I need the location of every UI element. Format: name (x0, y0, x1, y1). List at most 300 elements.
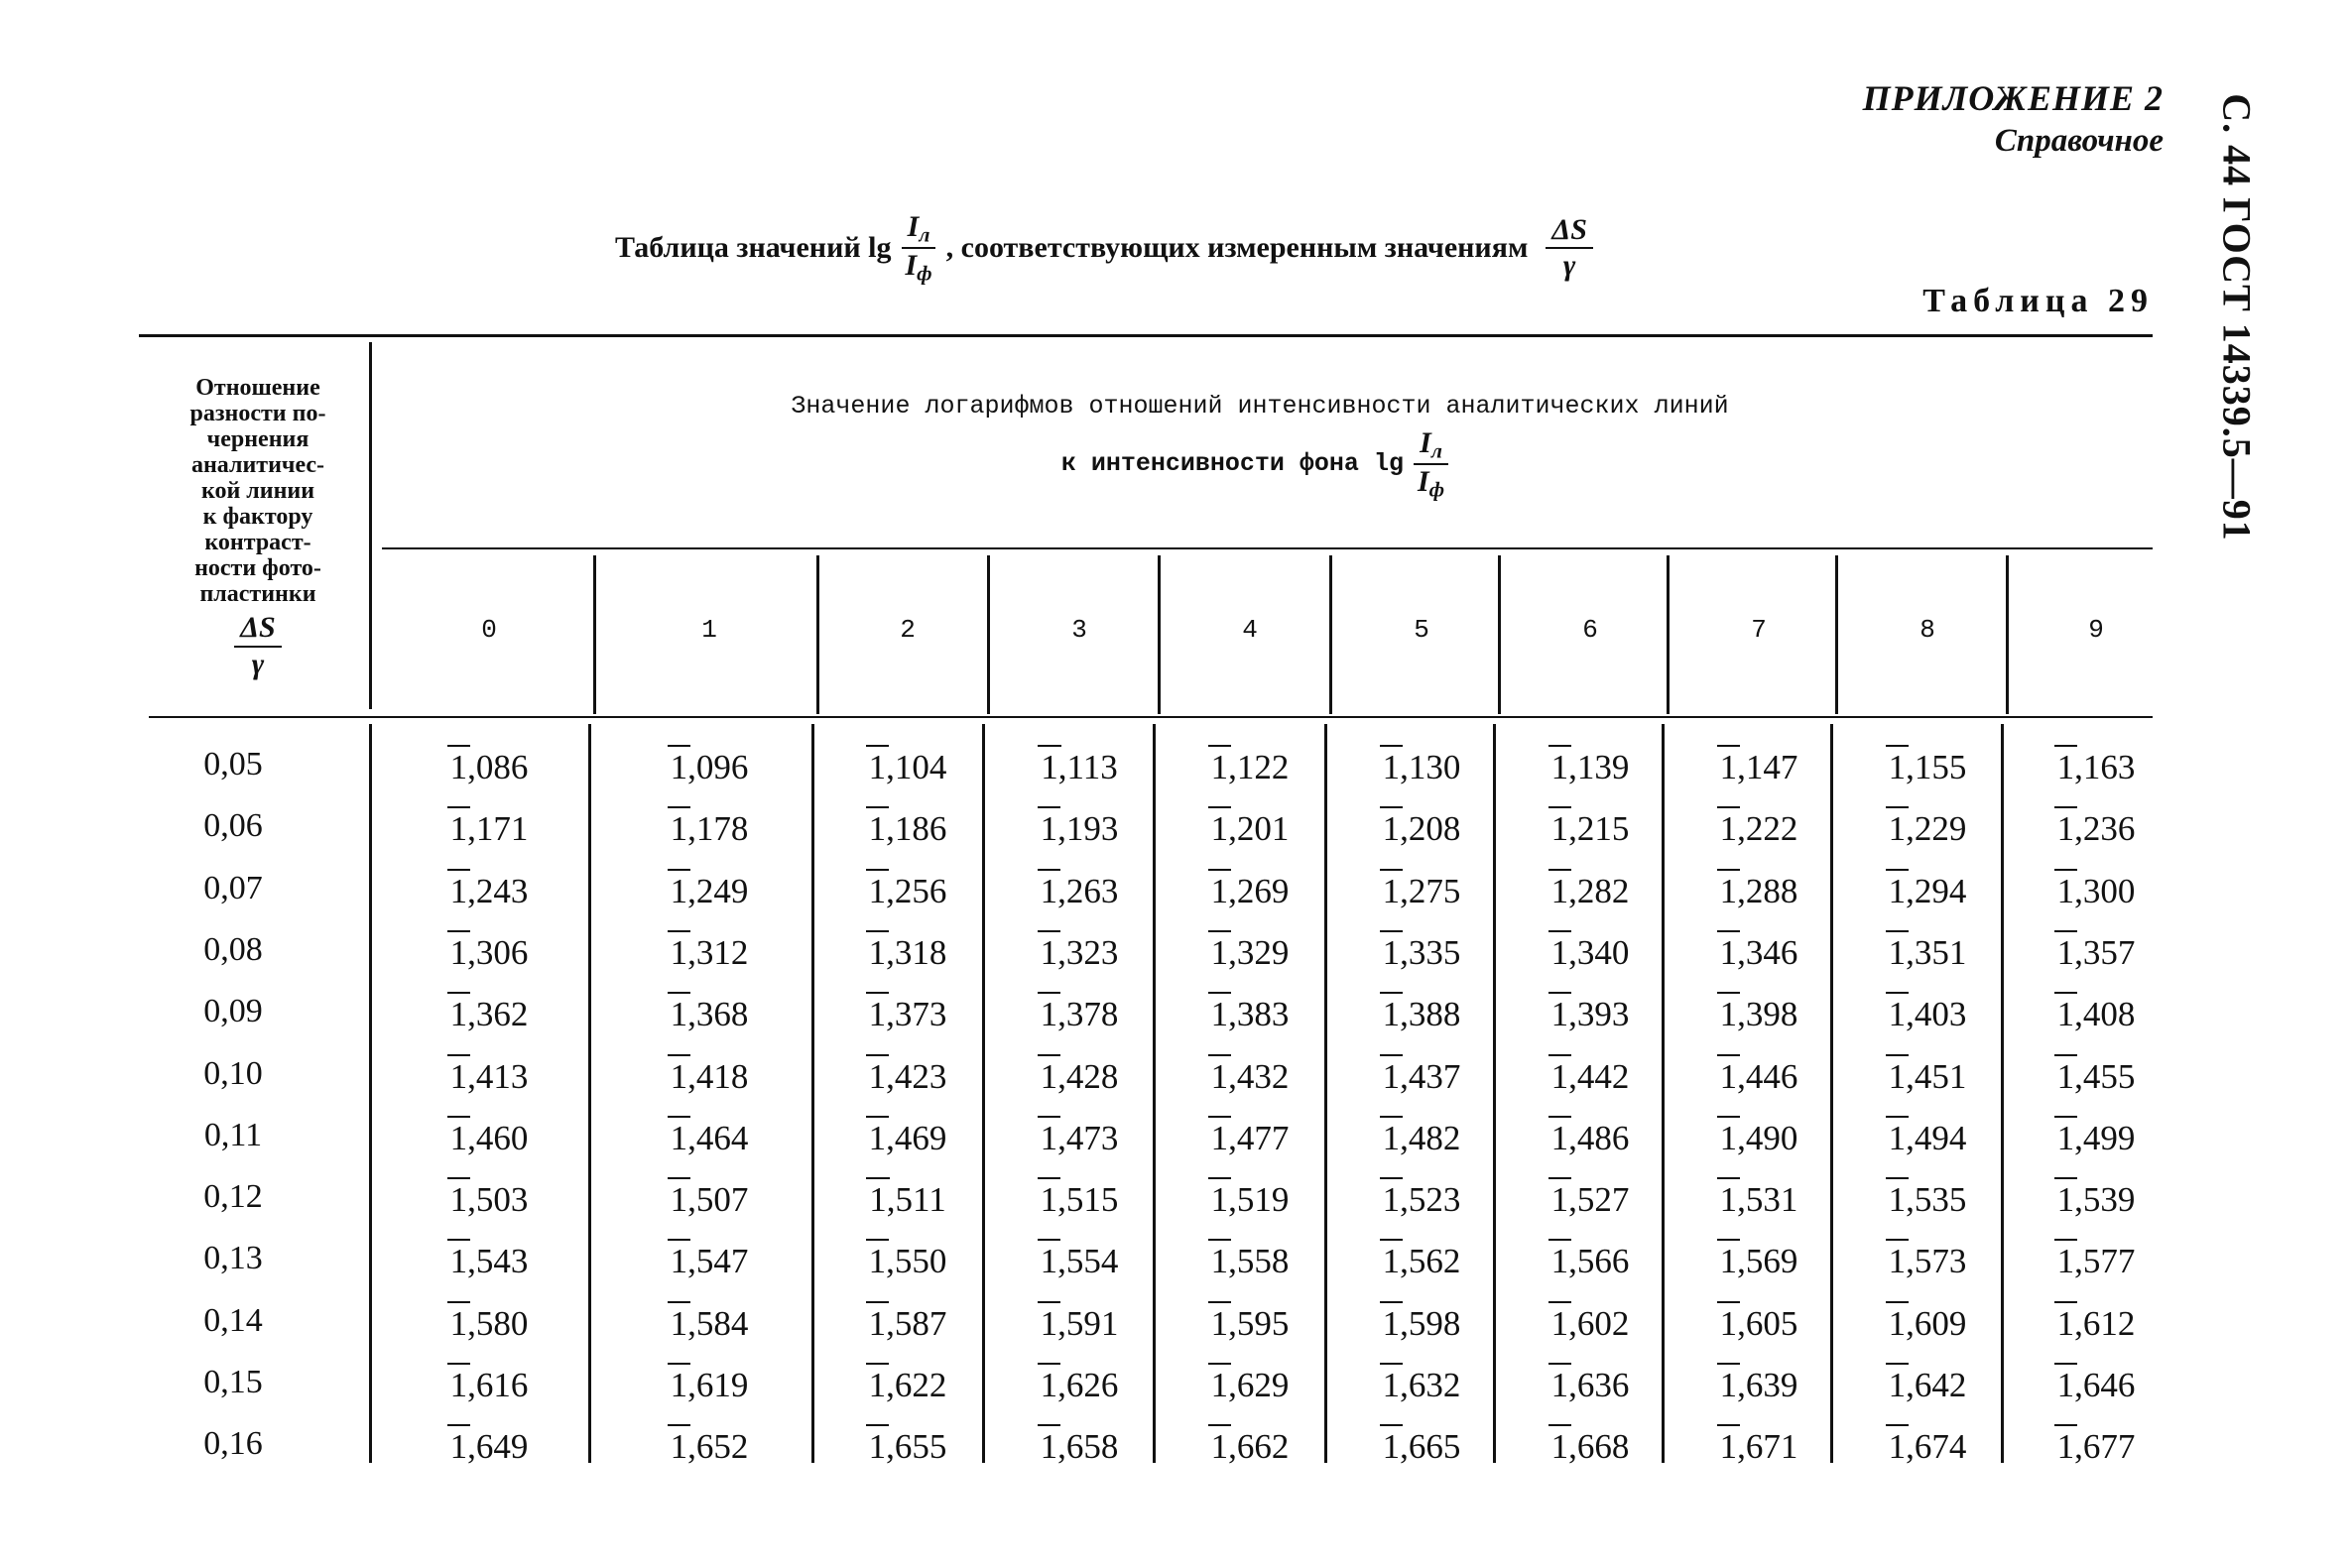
table-cell (1352, 1057, 1491, 1097)
negative-characteristic: 1 (1550, 1180, 1569, 1219)
mantissa: ,499 (2074, 1119, 2136, 1157)
table-cell (1010, 933, 1149, 973)
title-frac-den: I (905, 249, 918, 282)
table-cell (1689, 1366, 1828, 1405)
table-cell (640, 1427, 779, 1467)
negative-characteristic: 1 (1550, 1304, 1569, 1343)
column-header-divider (816, 555, 819, 714)
table-cell (1352, 1180, 1491, 1220)
row-header (144, 375, 372, 681)
row-header-fraction (234, 611, 282, 681)
mantissa: ,294 (1906, 872, 1967, 910)
mantissa: ,503 (467, 1180, 529, 1219)
mantissa: ,511 (886, 1180, 946, 1219)
table-cell (1352, 995, 1491, 1034)
row-header-frac-den: γ (251, 647, 265, 680)
negative-characteristic: 1 (2056, 872, 2075, 910)
negative-characteristic: 1 (1040, 1427, 1058, 1466)
negative-characteristic: 1 (2056, 748, 2075, 786)
mantissa: ,677 (2074, 1427, 2136, 1466)
group-header-rule (382, 547, 2153, 549)
mantissa: ,139 (1568, 748, 1630, 786)
mantissa: ,494 (1906, 1119, 1967, 1157)
column-header: 9 (2088, 615, 2104, 645)
table-cell (838, 995, 977, 1034)
row-header-line: ности фото- (194, 555, 321, 581)
column-header: 4 (1242, 615, 1258, 645)
row-header-line: разности по- (189, 401, 326, 426)
negative-characteristic: 1 (1550, 1427, 1569, 1466)
mantissa: ,523 (1400, 1180, 1461, 1219)
negative-characteristic: 1 (1382, 872, 1401, 910)
table-cell (838, 1242, 977, 1281)
mantissa: ,186 (886, 809, 947, 848)
table-cell (2027, 1304, 2166, 1344)
negative-characteristic: 1 (2056, 995, 2075, 1033)
negative-characteristic: 1 (868, 809, 887, 848)
table-cell (1010, 1304, 1149, 1344)
mantissa: ,282 (1568, 872, 1630, 910)
negative-characteristic: 1 (670, 933, 688, 972)
negative-characteristic: 1 (1550, 1242, 1569, 1280)
mantissa: ,236 (2074, 809, 2136, 848)
mantissa: ,113 (1057, 748, 1118, 786)
column-divider (1662, 724, 1665, 1463)
table-cell (1180, 1119, 1319, 1158)
table-cell (420, 1180, 558, 1220)
mantissa: ,229 (1906, 809, 1967, 848)
mantissa: ,249 (687, 872, 749, 910)
negative-characteristic: 1 (1719, 748, 1738, 786)
mantissa: ,490 (1737, 1119, 1798, 1157)
mantissa: ,531 (1737, 1180, 1798, 1219)
table-cell (2027, 933, 2166, 973)
appendix-title: ПРИЛОЖЕНИЕ 2 (1862, 78, 2164, 118)
negative-characteristic: 1 (868, 1057, 887, 1096)
negative-characteristic: 1 (1550, 748, 1569, 786)
row-header-frac-num: ΔS (234, 611, 282, 648)
negative-characteristic: 1 (1382, 1057, 1401, 1096)
negative-characteristic: 1 (2056, 1119, 2075, 1157)
mantissa: ,655 (886, 1427, 947, 1466)
table-cell (640, 1304, 779, 1344)
mantissa: ,562 (1400, 1242, 1461, 1280)
column-divider (2001, 724, 2004, 1463)
negative-characteristic: 1 (449, 809, 468, 848)
negative-characteristic: 1 (1210, 872, 1229, 910)
table-cell (838, 1180, 977, 1220)
column-divider (369, 724, 372, 1463)
table-cell (1858, 748, 1997, 787)
mantissa: ,222 (1737, 809, 1798, 848)
mantissa: ,464 (687, 1119, 749, 1157)
table-cell (1689, 1057, 1828, 1097)
negative-characteristic: 1 (1382, 995, 1401, 1033)
negative-characteristic: 1 (2056, 1366, 2075, 1404)
negative-characteristic: 1 (670, 1119, 688, 1157)
table-cell (420, 1304, 558, 1344)
table-cell (1180, 748, 1319, 787)
side-header-text: С. 44 ГОСТ 14339.5—91 (2214, 93, 2260, 542)
mantissa: ,668 (1568, 1427, 1630, 1466)
negative-characteristic: 1 (1888, 1242, 1907, 1280)
title-frac-num: I (907, 209, 920, 243)
negative-characteristic: 1 (1719, 1119, 1738, 1157)
title-frac-num-sub: л (919, 222, 930, 247)
negative-characteristic: 1 (1888, 1119, 1907, 1157)
table-cell (1858, 1242, 1997, 1281)
mantissa: ,312 (687, 933, 749, 972)
negative-characteristic: 1 (1210, 1242, 1229, 1280)
mantissa: ,547 (687, 1242, 749, 1280)
negative-characteristic: 1 (1040, 872, 1058, 910)
table-cell (1010, 1427, 1149, 1467)
mantissa: ,288 (1737, 872, 1798, 910)
negative-characteristic: 1 (670, 809, 688, 848)
mantissa: ,300 (2074, 872, 2136, 910)
table-cell (1180, 809, 1319, 849)
table-cell (838, 1304, 977, 1344)
title-fraction-intensity (899, 210, 937, 286)
negative-characteristic: 1 (1040, 995, 1058, 1033)
row-ratio: 0,11 (203, 1117, 263, 1153)
table-cell (1521, 1057, 1660, 1097)
negative-characteristic: 1 (670, 748, 688, 786)
negative-characteristic: 1 (1210, 933, 1229, 972)
mantissa: ,269 (1228, 872, 1290, 910)
mantissa: ,646 (2074, 1366, 2136, 1404)
page-side-header (2197, 89, 2277, 545)
negative-characteristic: 1 (449, 995, 468, 1033)
negative-characteristic: 1 (1040, 1057, 1058, 1096)
negative-characteristic: 1 (1719, 809, 1738, 848)
table-cell (1180, 1427, 1319, 1467)
negative-characteristic: 1 (670, 995, 688, 1033)
negative-characteristic: 1 (449, 872, 468, 910)
negative-characteristic: 1 (670, 1180, 688, 1219)
table-cell (2027, 995, 2166, 1034)
negative-characteristic: 1 (1888, 995, 1907, 1033)
mantissa: ,413 (467, 1057, 529, 1096)
column-divider (588, 724, 591, 1463)
table-cell (1689, 933, 1828, 973)
table-cell (1858, 809, 1997, 849)
mantissa: ,455 (2074, 1057, 2136, 1096)
mantissa: ,275 (1400, 872, 1461, 910)
title-frac2-den: γ (1562, 249, 1576, 282)
table-cell (838, 933, 977, 973)
table-cell (2027, 1057, 2166, 1097)
mantissa: ,428 (1057, 1057, 1119, 1096)
mantissa: ,243 (467, 872, 529, 910)
table-cell (1689, 995, 1828, 1034)
negative-characteristic: 1 (1888, 872, 1907, 910)
negative-characteristic: 1 (1210, 1427, 1229, 1466)
negative-characteristic: 1 (1210, 809, 1229, 848)
table-cell (2027, 872, 2166, 911)
table-cell (1858, 1427, 1997, 1467)
mantissa: ,373 (886, 995, 947, 1033)
table-cell (1858, 1057, 1997, 1097)
negative-characteristic: 1 (2056, 809, 2075, 848)
negative-characteristic: 1 (1888, 1304, 1907, 1343)
mantissa: ,130 (1400, 748, 1461, 786)
mantissa: ,550 (886, 1242, 947, 1280)
negative-characteristic: 1 (1719, 995, 1738, 1033)
table-cell (1521, 748, 1660, 787)
mantissa: ,469 (886, 1119, 947, 1157)
row-ratio: 0,15 (203, 1364, 263, 1400)
mantissa: ,323 (1057, 933, 1119, 972)
negative-characteristic: 1 (1719, 933, 1738, 972)
group-header-line2: к интенсивности фона lg (1060, 449, 1404, 479)
mantissa: ,155 (1906, 748, 1967, 786)
negative-characteristic: 1 (1041, 748, 1058, 786)
table-cell (1352, 1242, 1491, 1281)
negative-characteristic: 1 (670, 1057, 688, 1096)
table-cell (640, 1366, 779, 1405)
negative-characteristic: 1 (1888, 809, 1907, 848)
mantissa: ,649 (467, 1427, 529, 1466)
negative-characteristic: 1 (1210, 1304, 1229, 1343)
negative-characteristic: 1 (1888, 933, 1907, 972)
negative-characteristic: 1 (1550, 1057, 1569, 1096)
mantissa: ,587 (886, 1304, 947, 1343)
row-header-line: к фактору (202, 504, 313, 530)
row-ratio: 0,09 (203, 993, 263, 1029)
negative-characteristic: 1 (1888, 1366, 1907, 1404)
negative-characteristic: 1 (1888, 1180, 1907, 1219)
table-cell (420, 1057, 558, 1097)
table-cell (1858, 1119, 1997, 1158)
table-cell (640, 1119, 779, 1158)
mantissa: ,580 (467, 1304, 529, 1343)
table-cell (1521, 1119, 1660, 1158)
mantissa: ,193 (1057, 809, 1119, 848)
table-cell (420, 933, 558, 973)
negative-characteristic: 1 (1040, 809, 1058, 848)
table-cell (1180, 1057, 1319, 1097)
mantissa: ,519 (1228, 1180, 1290, 1219)
negative-characteristic: 1 (449, 1180, 468, 1219)
mantissa: ,642 (1906, 1366, 1967, 1404)
row-ratio: 0,05 (203, 746, 263, 783)
table-cell (640, 809, 779, 849)
table-cell (640, 1057, 779, 1097)
table-cell (640, 1180, 779, 1220)
mantissa: ,335 (1400, 933, 1461, 972)
table-cell (1180, 1180, 1319, 1220)
negative-characteristic: 1 (868, 995, 887, 1033)
negative-characteristic: 1 (449, 1427, 468, 1466)
negative-characteristic: 1 (1550, 1366, 1569, 1404)
row-header-line: контраст- (204, 530, 311, 555)
table-cell (2027, 1180, 2166, 1220)
column-divider (1324, 724, 1327, 1463)
table-cell (1180, 1304, 1319, 1344)
negative-characteristic: 1 (1719, 1366, 1738, 1404)
mantissa: ,104 (886, 748, 947, 786)
mantissa: ,351 (1906, 933, 1967, 972)
negative-characteristic: 1 (1382, 1180, 1401, 1219)
mantissa: ,605 (1737, 1304, 1798, 1343)
table-cell (1521, 872, 1660, 911)
row-ratio: 0,06 (203, 807, 263, 844)
table-cell (1521, 1304, 1660, 1344)
mantissa: ,346 (1737, 933, 1798, 972)
column-header-divider (2006, 555, 2009, 714)
column-divider (1493, 724, 1496, 1463)
mantissa: ,595 (1228, 1304, 1290, 1343)
mantissa: ,388 (1400, 995, 1461, 1033)
table-cell (2027, 1242, 2166, 1281)
mantissa: ,393 (1568, 995, 1630, 1033)
group-header-line1: Значение логарифмов отношений интенсивности аналитических линий (791, 392, 1729, 421)
table-cell (1858, 1304, 1997, 1344)
table-cell (2027, 1427, 2166, 1467)
mantissa: ,573 (1906, 1242, 1967, 1280)
table-cell (1689, 1242, 1828, 1281)
column-header: 6 (1582, 615, 1598, 645)
row-ratio: 0,14 (203, 1302, 263, 1339)
mantissa: ,619 (687, 1366, 749, 1404)
negative-characteristic: 1 (1040, 1242, 1058, 1280)
mantissa: ,626 (1057, 1366, 1119, 1404)
table-cell (640, 748, 779, 787)
negative-characteristic: 1 (449, 933, 468, 972)
mantissa: ,482 (1400, 1119, 1461, 1157)
mantissa: ,566 (1568, 1242, 1630, 1280)
mantissa: ,442 (1568, 1057, 1630, 1096)
mantissa: ,584 (687, 1304, 749, 1343)
title-frac2-num: ΔS (1546, 213, 1593, 250)
mantissa: ,602 (1568, 1304, 1630, 1343)
negative-characteristic: 1 (1719, 1057, 1738, 1096)
row-ratio: 0,07 (203, 870, 263, 906)
negative-characteristic: 1 (1719, 1304, 1738, 1343)
table-cell (1858, 872, 1997, 911)
mantissa: ,122 (1228, 748, 1290, 786)
table-cell (1689, 748, 1828, 787)
negative-characteristic: 1 (868, 1427, 887, 1466)
mantissa: ,362 (467, 995, 529, 1033)
mantissa: ,665 (1400, 1427, 1461, 1466)
table-cell (1689, 1180, 1828, 1220)
mantissa: ,086 (467, 748, 529, 786)
negative-characteristic: 1 (869, 1180, 887, 1219)
column-header-divider (1158, 555, 1161, 714)
table-cell (420, 872, 558, 911)
negative-characteristic: 1 (1210, 1180, 1229, 1219)
table-cell (2027, 809, 2166, 849)
title-fraction-delta (1546, 213, 1593, 284)
mantissa: ,662 (1228, 1427, 1290, 1466)
mantissa: ,446 (1737, 1057, 1798, 1096)
negative-characteristic: 1 (2056, 1180, 2075, 1219)
table-cell (1521, 809, 1660, 849)
table-cell (420, 995, 558, 1034)
column-divider (1830, 724, 1833, 1463)
table-cell (1689, 1304, 1828, 1344)
negative-characteristic: 1 (670, 1427, 688, 1466)
negative-characteristic: 1 (1550, 809, 1569, 848)
mantissa: ,598 (1400, 1304, 1461, 1343)
row-header-line: Отношение (195, 375, 320, 401)
mantissa: ,340 (1568, 933, 1630, 972)
column-header: 0 (481, 615, 497, 645)
negative-characteristic: 1 (868, 1366, 887, 1404)
mantissa: ,306 (467, 933, 529, 972)
header-bottom-rule (149, 716, 2153, 718)
table-cell (1352, 933, 1491, 973)
table-cell (838, 748, 977, 787)
negative-characteristic: 1 (1719, 1180, 1738, 1219)
row-ratio: 0,16 (203, 1425, 263, 1462)
mantissa: ,256 (886, 872, 947, 910)
mantissa: ,671 (1737, 1427, 1798, 1466)
negative-characteristic: 1 (1888, 1057, 1907, 1096)
negative-characteristic: 1 (1382, 809, 1401, 848)
table-cell (1689, 872, 1828, 911)
column-header: 8 (1919, 615, 1935, 645)
negative-characteristic: 1 (1210, 995, 1229, 1033)
mantissa: ,515 (1057, 1180, 1119, 1219)
negative-characteristic: 1 (1382, 1304, 1401, 1343)
mantissa: ,215 (1568, 809, 1630, 848)
negative-characteristic: 1 (1888, 1427, 1907, 1466)
mantissa: ,507 (687, 1180, 749, 1219)
negative-characteristic: 1 (868, 1119, 887, 1157)
table-cell (1858, 995, 1997, 1034)
negative-characteristic: 1 (1382, 1242, 1401, 1280)
row-header-line: чернения (206, 426, 309, 452)
mantissa: ,318 (886, 933, 947, 972)
column-header-divider (1667, 555, 1670, 714)
mantissa: ,263 (1057, 872, 1119, 910)
column-header-divider (1498, 555, 1501, 714)
table-cell (1180, 1366, 1319, 1405)
table-cell (420, 748, 558, 787)
mantissa: ,554 (1057, 1242, 1119, 1280)
mantissa: ,437 (1400, 1057, 1461, 1096)
negative-characteristic: 1 (1382, 748, 1401, 786)
table-cell (1352, 809, 1491, 849)
negative-characteristic: 1 (868, 872, 887, 910)
row-ratio: 0,12 (203, 1178, 263, 1215)
table-cell (420, 1119, 558, 1158)
table-cell (838, 1427, 977, 1467)
mantissa: ,486 (1568, 1119, 1630, 1157)
table-cell (640, 995, 779, 1034)
mantissa: ,527 (1568, 1180, 1630, 1219)
table-cell (1010, 1366, 1149, 1405)
mantissa: ,208 (1400, 809, 1461, 848)
title-prefix: Таблица значений lg (615, 231, 892, 264)
column-header-divider (593, 555, 596, 714)
negative-characteristic: 1 (1210, 748, 1229, 786)
mantissa: ,652 (687, 1427, 749, 1466)
table-cell (1352, 748, 1491, 787)
table-cell (2027, 1119, 2166, 1158)
column-header: 2 (900, 615, 916, 645)
negative-characteristic: 1 (1719, 872, 1738, 910)
mantissa: ,473 (1057, 1119, 1119, 1157)
mantissa: ,398 (1737, 995, 1798, 1033)
column-header: 5 (1414, 615, 1429, 645)
table-cell (838, 1057, 977, 1097)
negative-characteristic: 1 (449, 1242, 468, 1280)
table-cell (1689, 1427, 1828, 1467)
